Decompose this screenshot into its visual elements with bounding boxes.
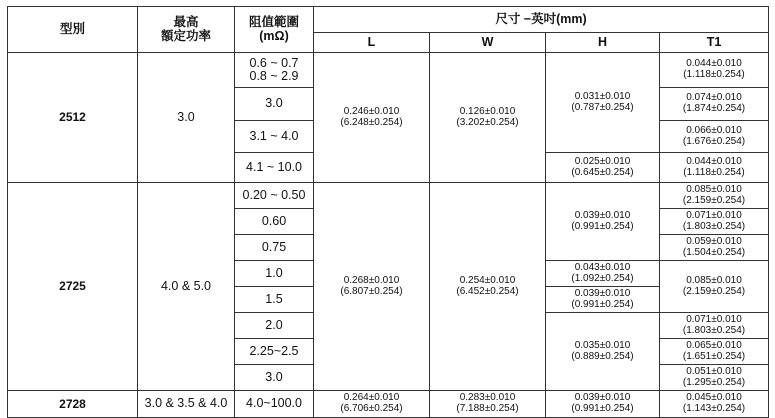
power-2728: 3.0 & 3.5 & 4.0 <box>138 391 235 418</box>
dim-H-cell <box>546 391 660 418</box>
resistance-cell <box>235 313 314 339</box>
cell-line: (0.787±0.254) <box>571 101 634 113</box>
cell-line: (3.202±0.254) <box>456 116 519 128</box>
resistance-cell <box>235 339 314 365</box>
cell-line: 0.085±0.010 <box>686 183 742 195</box>
cell-line: (6.807±0.254) <box>340 285 403 297</box>
dim-L-2725 <box>314 183 430 391</box>
dim-T1-cell <box>660 313 769 339</box>
cell-line: 0.035±0.010 <box>574 339 631 351</box>
cell-line: 0.031±0.010 <box>574 90 631 102</box>
dim-H-cell <box>546 261 660 287</box>
cell-line: 1.5 <box>265 291 283 306</box>
dim-T1-cell <box>660 391 769 418</box>
cell-line: (0.889±0.254) <box>571 350 634 362</box>
resistance-cell <box>235 365 314 391</box>
cell-line: 0.126±0.010 <box>459 105 516 117</box>
cell-line: 1.0 <box>265 265 283 280</box>
cell-line: (7.188±0.254) <box>456 403 519 414</box>
cell-line: 0.8 ~ 2.9 <box>249 69 299 83</box>
model-2725: 2725 <box>8 183 138 391</box>
cell-line: 0.044±0.010 <box>686 58 742 70</box>
cell-line: 0.065±0.010 <box>686 339 742 351</box>
cell-line: 0.045±0.010 <box>686 392 742 404</box>
cell-line: 0.051±0.010 <box>686 365 742 377</box>
cell-line: (1.118±0.254) <box>683 69 745 80</box>
cell-line: 4.1 ~ 10.0 <box>246 159 302 174</box>
cell-line: (1.295±0.254) <box>682 376 746 388</box>
resistance-cell <box>235 88 314 121</box>
header-model: 型別 <box>8 7 138 53</box>
dim-T1-cell <box>660 209 769 235</box>
resistance-cell <box>235 261 314 287</box>
resistance-cell <box>235 53 314 88</box>
cell-line: (6.248±0.254) <box>340 116 403 128</box>
cell-line: 0.085±0.010 <box>686 274 742 286</box>
dim-T1-cell <box>660 53 769 88</box>
cell-line: 0.039±0.010 <box>574 392 631 404</box>
dim-T1-cell <box>660 339 769 365</box>
cell-line: 0.20 ~ 0.50 <box>242 187 306 202</box>
header-dimensions: 尺寸 −英吋(mm) <box>314 7 769 33</box>
cell-line: 0.074±0.010 <box>686 92 742 104</box>
cell-line: 0.043±0.010 <box>574 261 631 273</box>
cell-line: 0.268±0.010 <box>343 274 400 286</box>
cell-line: 0.039±0.010 <box>574 287 631 299</box>
cell-line: 0.254±0.010 <box>459 274 516 286</box>
cell-line: (1.803±0.254) <box>682 220 746 232</box>
cell-line: (2.159±0.254) <box>682 285 746 297</box>
cell-line: 0.071±0.010 <box>686 313 742 325</box>
cell-line: (0.991±0.254) <box>571 220 634 232</box>
model-2728: 2728 <box>8 391 138 418</box>
dim-H-cell <box>546 183 660 261</box>
cell-line: 0.066±0.010 <box>686 124 742 136</box>
dim-T1-cell <box>660 88 769 121</box>
dim-W-2725 <box>430 183 546 391</box>
cell-line: 0.071±0.010 <box>686 209 742 221</box>
cell-line: (1.676±0.254) <box>682 135 746 147</box>
dim-H-cell <box>546 313 660 391</box>
cell-line: (1.874±0.254) <box>682 103 746 114</box>
cell-line: (0.991±0.254) <box>571 298 634 310</box>
dim-H-cell <box>546 53 660 153</box>
cell-line: (1.118±0.254) <box>683 166 745 178</box>
resistor-spec-table <box>7 6 769 418</box>
cell-line: 3.1 ~ 4.0 <box>249 128 299 143</box>
resistance-cell: 4.0~100.0 <box>235 391 314 418</box>
header-power: 最高 額定功率 <box>138 7 235 53</box>
cell-line: 3.0 <box>265 369 283 384</box>
power-2725: 4.0 & 5.0 <box>138 183 235 391</box>
resistance-cell <box>235 287 314 313</box>
header-col-T1: T1 <box>660 33 769 53</box>
dim-W-2512 <box>430 53 546 183</box>
header-resistance: 阻值範圍 (mΩ) <box>235 7 314 53</box>
cell-line: 0.039±0.010 <box>574 209 631 221</box>
dim-T1-cell <box>660 365 769 391</box>
cell-line: 0.246±0.010 <box>343 105 400 117</box>
cell-line: 2.25~2.5 <box>249 343 299 358</box>
cell-line: (1.092±0.254) <box>571 272 634 284</box>
cell-line: (1.143±0.254) <box>682 403 746 414</box>
resistance-cell <box>235 153 314 183</box>
cell-line: (0.991±0.254) <box>571 403 634 414</box>
power-2512: 3.0 <box>138 53 235 183</box>
dim-W-2728 <box>430 391 546 418</box>
header-col-W: W <box>430 33 546 53</box>
dim-T1-cell <box>660 261 769 313</box>
header-col-L: L <box>314 33 430 53</box>
cell-line: 0.60 <box>261 213 287 228</box>
dim-T1-cell <box>660 153 769 183</box>
cell-line: (6.452±0.254) <box>456 285 519 297</box>
resistance-cell <box>235 183 314 209</box>
header-col-H: H <box>546 33 660 53</box>
cell-line: 0.059±0.010 <box>686 235 742 247</box>
dim-T1-cell <box>660 235 769 261</box>
dim-T1-cell <box>660 183 769 209</box>
cell-line: 3.0 <box>265 96 283 111</box>
cell-line: (0.645±0.254) <box>571 166 634 178</box>
cell-line: 0.6 ~ 0.7 <box>249 55 299 70</box>
resistance-cell <box>235 121 314 153</box>
cell-line: 0.264±0.010 <box>343 392 400 404</box>
cell-line: (1.651±0.254) <box>682 350 746 362</box>
dim-H-cell <box>546 153 660 183</box>
resistance-cell <box>235 209 314 235</box>
dim-L-2512 <box>314 53 430 183</box>
cell-line: (1.504±0.254) <box>682 246 746 258</box>
cell-line: 0.75 <box>261 239 287 254</box>
cell-line: 0.044±0.010 <box>686 155 742 167</box>
cell-line: (6.706±0.254) <box>340 403 403 414</box>
cell-line: (1.803±0.254) <box>682 324 746 336</box>
cell-line: 0.025±0.010 <box>574 155 631 167</box>
cell-line: (2.159±0.254) <box>682 194 746 206</box>
dim-T1-cell <box>660 121 769 153</box>
resistance-cell <box>235 235 314 261</box>
dim-H-cell <box>546 287 660 313</box>
cell-line: 0.283±0.010 <box>459 392 516 404</box>
cell-line: 2.0 <box>265 317 283 332</box>
model-2512: 2512 <box>8 53 138 183</box>
dim-L-2728 <box>314 391 430 418</box>
